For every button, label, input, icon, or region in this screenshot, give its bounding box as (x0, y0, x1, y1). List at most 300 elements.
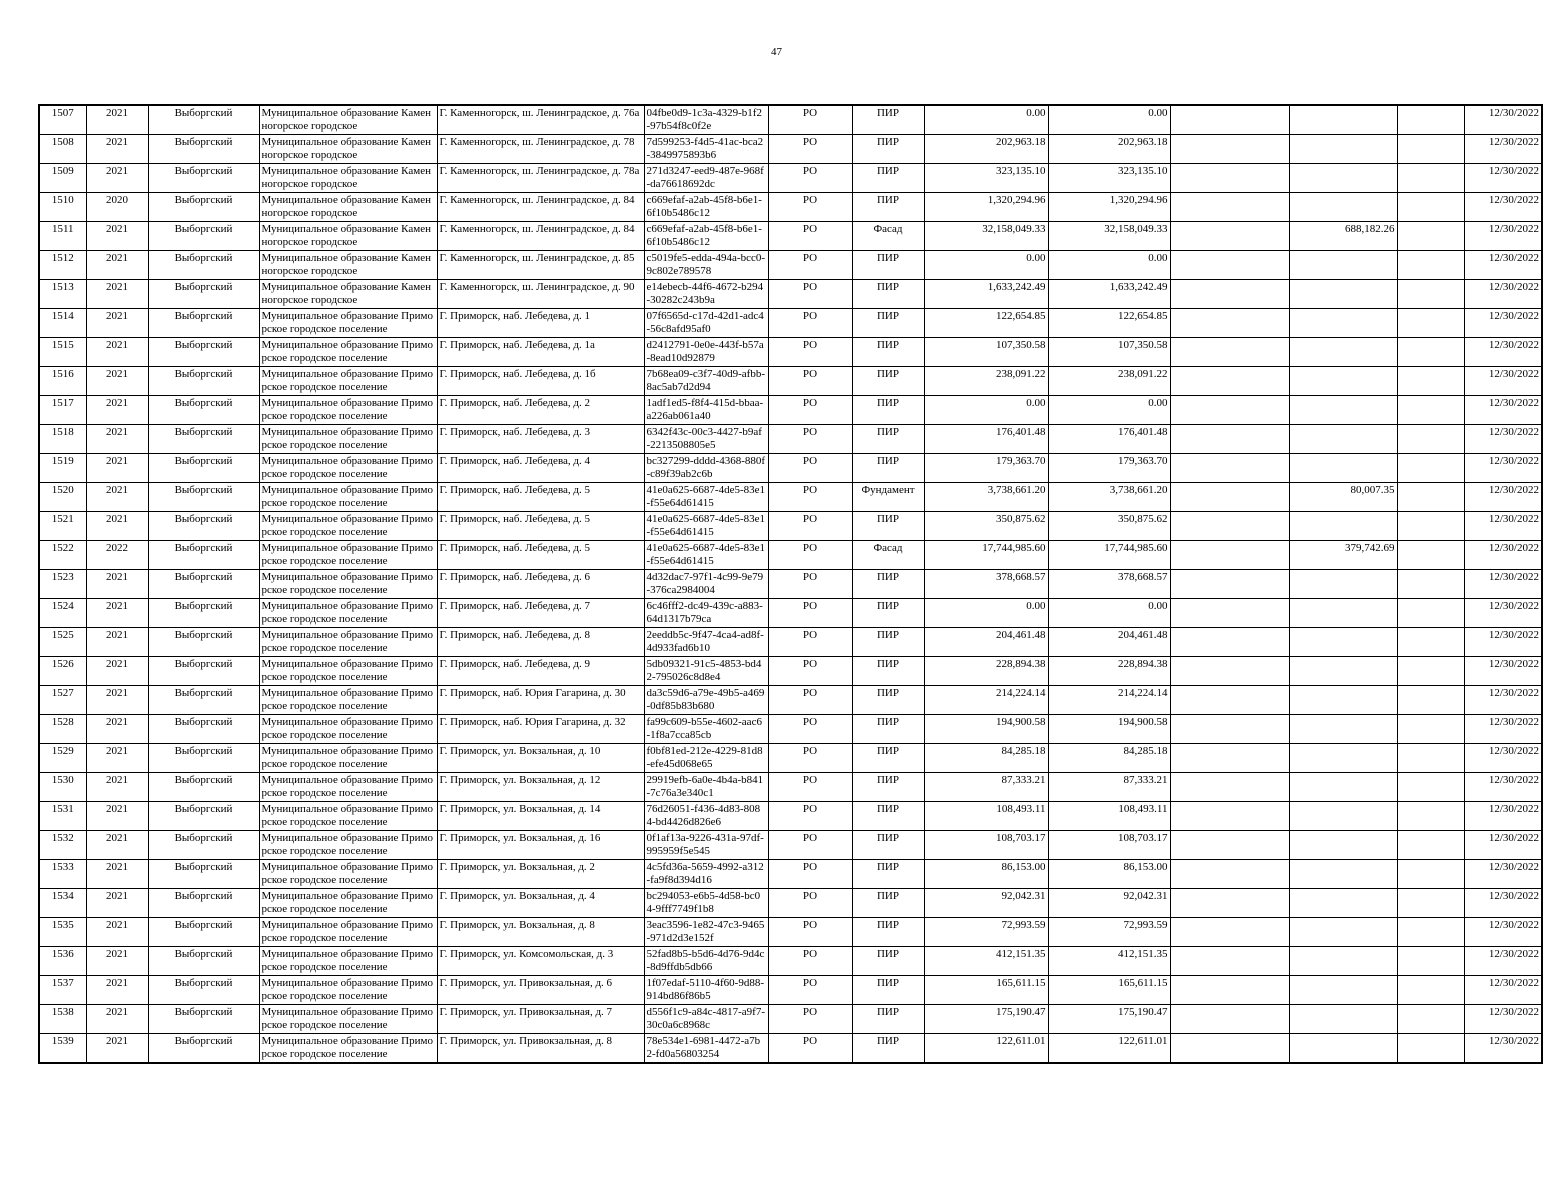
row-number-cell: 1514 (39, 309, 86, 338)
date-cell: 12/30/2022 (1464, 105, 1542, 135)
work-type-cell: ПИР (852, 425, 924, 454)
extra-amount-cell (1170, 309, 1289, 338)
amount-cell: 202,963.18 (924, 135, 1048, 164)
municipality-cell: Муниципальное образование Каменногорское городское (259, 251, 437, 280)
address-cell: Г. Приморск, наб. Лебедева, д. 5 (437, 541, 644, 570)
extra-amount-cell (1170, 744, 1289, 773)
control-amount-cell (1289, 193, 1397, 222)
extra-amount-cell (1170, 454, 1289, 483)
amount-total-cell: 165,611.15 (1048, 976, 1170, 1005)
municipality-cell: Муниципальное образование Каменногорское городское (259, 164, 437, 193)
blank-cell (1397, 512, 1464, 541)
municipality-cell: Муниципальное образование Приморское городское поселение (259, 425, 437, 454)
extra-amount-cell (1170, 802, 1289, 831)
amount-cell: 86,153.00 (924, 860, 1048, 889)
address-cell: Г. Приморск, ул. Вокзальная, д. 10 (437, 744, 644, 773)
amount-cell: 122,611.01 (924, 1034, 1048, 1064)
year-cell: 2021 (86, 135, 148, 164)
district-cell: Выборгский (148, 918, 259, 947)
house-uid-cell: 1f07edaf-5110-4f60-9d88-914bd86f86b5 (644, 976, 768, 1005)
row-number-cell: 1539 (39, 1034, 86, 1064)
address-cell: Г. Приморск, наб. Юрия Гагарина, д. 32 (437, 715, 644, 744)
district-cell: Выборгский (148, 309, 259, 338)
control-amount-cell (1289, 947, 1397, 976)
row-number-cell: 1519 (39, 454, 86, 483)
address-cell: Г. Приморск, наб. Лебедева, д. 5 (437, 483, 644, 512)
municipality-cell: Муниципальное образование Приморское городское поселение (259, 860, 437, 889)
amount-total-cell: 107,350.58 (1048, 338, 1170, 367)
date-cell: 12/30/2022 (1464, 889, 1542, 918)
amount-total-cell: 72,993.59 (1048, 918, 1170, 947)
amount-total-cell: 202,963.18 (1048, 135, 1170, 164)
municipality-cell: Муниципальное образование Приморское городское поселение (259, 628, 437, 657)
table-row (39, 657, 1542, 686)
work-type-cell: ПИР (852, 367, 924, 396)
row-number-cell: 1532 (39, 831, 86, 860)
district-cell: Выборгский (148, 280, 259, 309)
house-uid-cell: 6c46fff2-dc49-439c-a883-64d1317b79ca (644, 599, 768, 628)
blank-cell (1397, 251, 1464, 280)
amount-total-cell: 3,738,661.20 (1048, 483, 1170, 512)
work-type-cell: ПИР (852, 744, 924, 773)
blank-cell (1397, 367, 1464, 396)
extra-amount-cell (1170, 628, 1289, 657)
address-cell: Г. Приморск, наб. Лебедева, д. 3 (437, 425, 644, 454)
row-number-cell: 1526 (39, 657, 86, 686)
date-cell: 12/30/2022 (1464, 454, 1542, 483)
address-cell: Г. Приморск, наб. Лебедева, д. 7 (437, 599, 644, 628)
table-row (39, 599, 1542, 628)
address-cell: Г. Каменногорск, ш. Ленинградское, д. 90 (437, 280, 644, 309)
municipality-cell: Муниципальное образование Приморское городское поселение (259, 309, 437, 338)
year-cell: 2021 (86, 918, 148, 947)
control-amount-cell (1289, 425, 1397, 454)
operator-cell: РО (768, 512, 852, 541)
blank-cell (1397, 280, 1464, 309)
table-row (39, 1034, 1542, 1064)
address-cell: Г. Приморск, ул. Привокзальная, д. 7 (437, 1005, 644, 1034)
control-amount-cell (1289, 570, 1397, 599)
year-cell: 2021 (86, 628, 148, 657)
municipality-cell: Муниципальное образование Приморское городское поселение (259, 918, 437, 947)
address-cell: Г. Приморск, наб. Лебедева, д. 4 (437, 454, 644, 483)
extra-amount-cell (1170, 889, 1289, 918)
blank-cell (1397, 802, 1464, 831)
municipality-cell: Муниципальное образование Приморское городское поселение (259, 831, 437, 860)
address-cell: Г. Приморск, ул. Вокзальная, д. 12 (437, 773, 644, 802)
table-row (39, 135, 1542, 164)
control-amount-cell (1289, 309, 1397, 338)
date-cell: 12/30/2022 (1464, 599, 1542, 628)
amount-total-cell: 1,633,242.49 (1048, 280, 1170, 309)
municipality-cell: Муниципальное образование Приморское городское поселение (259, 657, 437, 686)
date-cell: 12/30/2022 (1464, 222, 1542, 251)
municipality-cell: Муниципальное образование Приморское городское поселение (259, 686, 437, 715)
operator-cell: РО (768, 860, 852, 889)
municipality-cell: Муниципальное образование Приморское городское поселение (259, 744, 437, 773)
work-type-cell: ПИР (852, 164, 924, 193)
operator-cell: РО (768, 309, 852, 338)
operator-cell: РО (768, 193, 852, 222)
extra-amount-cell (1170, 105, 1289, 135)
row-number-cell: 1531 (39, 802, 86, 831)
amount-cell: 87,333.21 (924, 773, 1048, 802)
year-cell: 2021 (86, 715, 148, 744)
date-cell: 12/30/2022 (1464, 947, 1542, 976)
work-type-cell: ПИР (852, 512, 924, 541)
year-cell: 2021 (86, 309, 148, 338)
amount-cell: 108,493.11 (924, 802, 1048, 831)
amount-cell: 1,320,294.96 (924, 193, 1048, 222)
operator-cell: РО (768, 338, 852, 367)
work-type-cell: ПИР (852, 105, 924, 135)
year-cell: 2021 (86, 831, 148, 860)
address-cell: Г. Каменногорск, ш. Ленинградское, д. 76а (437, 105, 644, 135)
district-cell: Выборгский (148, 193, 259, 222)
municipality-cell: Муниципальное образование Приморское городское поселение (259, 396, 437, 425)
year-cell: 2021 (86, 280, 148, 309)
amount-cell: 1,633,242.49 (924, 280, 1048, 309)
district-cell: Выборгский (148, 105, 259, 135)
row-number-cell: 1527 (39, 686, 86, 715)
date-cell: 12/30/2022 (1464, 918, 1542, 947)
date-cell: 12/30/2022 (1464, 1005, 1542, 1034)
amount-cell: 3,738,661.20 (924, 483, 1048, 512)
blank-cell (1397, 947, 1464, 976)
municipality-cell: Муниципальное образование Каменногорское городское (259, 193, 437, 222)
work-type-cell: ПИР (852, 1005, 924, 1034)
date-cell: 12/30/2022 (1464, 831, 1542, 860)
address-cell: Г. Приморск, ул. Привокзальная, д. 8 (437, 1034, 644, 1064)
amount-total-cell: 176,401.48 (1048, 425, 1170, 454)
table-row (39, 831, 1542, 860)
amount-cell: 194,900.58 (924, 715, 1048, 744)
address-cell: Г. Приморск, наб. Лебедева, д. 6 (437, 570, 644, 599)
extra-amount-cell (1170, 860, 1289, 889)
row-number-cell: 1536 (39, 947, 86, 976)
work-type-cell: ПИР (852, 628, 924, 657)
date-cell: 12/30/2022 (1464, 860, 1542, 889)
district-cell: Выборгский (148, 338, 259, 367)
operator-cell: РО (768, 367, 852, 396)
control-amount-cell (1289, 860, 1397, 889)
amount-total-cell: 92,042.31 (1048, 889, 1170, 918)
blank-cell (1397, 338, 1464, 367)
amount-total-cell: 0.00 (1048, 251, 1170, 280)
municipality-cell: Муниципальное образование Каменногорское городское (259, 105, 437, 135)
municipality-cell: Муниципальное образование Приморское городское поселение (259, 1005, 437, 1034)
amount-total-cell: 87,333.21 (1048, 773, 1170, 802)
table-row (39, 338, 1542, 367)
row-number-cell: 1513 (39, 280, 86, 309)
work-type-cell: ПИР (852, 802, 924, 831)
amount-cell: 32,158,049.33 (924, 222, 1048, 251)
amount-cell: 72,993.59 (924, 918, 1048, 947)
control-amount-cell (1289, 338, 1397, 367)
district-cell: Выборгский (148, 976, 259, 1005)
blank-cell (1397, 918, 1464, 947)
row-number-cell: 1523 (39, 570, 86, 599)
year-cell: 2021 (86, 251, 148, 280)
table-row (39, 686, 1542, 715)
amount-cell: 228,894.38 (924, 657, 1048, 686)
amount-total-cell: 228,894.38 (1048, 657, 1170, 686)
table-row (39, 1005, 1542, 1034)
table-row (39, 280, 1542, 309)
extra-amount-cell (1170, 396, 1289, 425)
municipality-cell: Муниципальное образование Приморское городское поселение (259, 512, 437, 541)
extra-amount-cell (1170, 512, 1289, 541)
extra-amount-cell (1170, 947, 1289, 976)
blank-cell (1397, 1005, 1464, 1034)
year-cell: 2021 (86, 599, 148, 628)
extra-amount-cell (1170, 918, 1289, 947)
blank-cell (1397, 541, 1464, 570)
year-cell: 2021 (86, 686, 148, 715)
control-amount-cell (1289, 599, 1397, 628)
registry-table (38, 104, 1543, 1064)
blank-cell (1397, 831, 1464, 860)
municipality-cell: Муниципальное образование Приморское городское поселение (259, 773, 437, 802)
extra-amount-cell (1170, 338, 1289, 367)
amount-total-cell: 214,224.14 (1048, 686, 1170, 715)
date-cell: 12/30/2022 (1464, 541, 1542, 570)
house-uid-cell: 6342f43c-00c3-4427-b9af-2213508805e5 (644, 425, 768, 454)
blank-cell (1397, 105, 1464, 135)
blank-cell (1397, 222, 1464, 251)
table-row (39, 309, 1542, 338)
amount-cell: 204,461.48 (924, 628, 1048, 657)
date-cell: 12/30/2022 (1464, 512, 1542, 541)
table-body (39, 105, 1542, 1063)
district-cell: Выборгский (148, 1005, 259, 1034)
amount-cell: 0.00 (924, 105, 1048, 135)
date-cell: 12/30/2022 (1464, 280, 1542, 309)
house-uid-cell: 5db09321-91c5-4853-bd42-795026c8d8e4 (644, 657, 768, 686)
year-cell: 2021 (86, 396, 148, 425)
house-uid-cell: 4d32dac7-97f1-4c99-9e79-376ca2984004 (644, 570, 768, 599)
extra-amount-cell (1170, 280, 1289, 309)
work-type-cell: ПИР (852, 976, 924, 1005)
year-cell: 2021 (86, 802, 148, 831)
table-row (39, 193, 1542, 222)
date-cell: 12/30/2022 (1464, 802, 1542, 831)
date-cell: 12/30/2022 (1464, 164, 1542, 193)
blank-cell (1397, 744, 1464, 773)
date-cell: 12/30/2022 (1464, 483, 1542, 512)
address-cell: Г. Каменногорск, ш. Ленинградское, д. 84 (437, 193, 644, 222)
row-number-cell: 1507 (39, 105, 86, 135)
date-cell: 12/30/2022 (1464, 715, 1542, 744)
house-uid-cell: 271d3247-eed9-487e-968f-da76618692dc (644, 164, 768, 193)
house-uid-cell: e14ebecb-44f6-4672-b294-30282c243b9a (644, 280, 768, 309)
amount-cell: 378,668.57 (924, 570, 1048, 599)
district-cell: Выборгский (148, 570, 259, 599)
row-number-cell: 1520 (39, 483, 86, 512)
control-amount-cell (1289, 164, 1397, 193)
amount-cell: 412,151.35 (924, 947, 1048, 976)
municipality-cell: Муниципальное образование Приморское городское поселение (259, 889, 437, 918)
date-cell: 12/30/2022 (1464, 396, 1542, 425)
amount-cell: 214,224.14 (924, 686, 1048, 715)
row-number-cell: 1537 (39, 976, 86, 1005)
control-amount-cell (1289, 1005, 1397, 1034)
control-amount-cell (1289, 802, 1397, 831)
amount-total-cell: 323,135.10 (1048, 164, 1170, 193)
operator-cell: РО (768, 570, 852, 599)
table-row (39, 425, 1542, 454)
work-type-cell: ПИР (852, 338, 924, 367)
year-cell: 2021 (86, 1034, 148, 1064)
control-amount-cell: 80,007.35 (1289, 483, 1397, 512)
amount-total-cell: 122,611.01 (1048, 1034, 1170, 1064)
district-cell: Выборгский (148, 831, 259, 860)
year-cell: 2021 (86, 105, 148, 135)
blank-cell (1397, 483, 1464, 512)
work-type-cell: ПИР (852, 309, 924, 338)
operator-cell: РО (768, 425, 852, 454)
control-amount-cell (1289, 454, 1397, 483)
operator-cell: РО (768, 396, 852, 425)
date-cell: 12/30/2022 (1464, 135, 1542, 164)
address-cell: Г. Приморск, наб. Юрия Гагарина, д. 30 (437, 686, 644, 715)
row-number-cell: 1538 (39, 1005, 86, 1034)
district-cell: Выборгский (148, 947, 259, 976)
table-row (39, 541, 1542, 570)
district-cell: Выборгский (148, 251, 259, 280)
control-amount-cell (1289, 105, 1397, 135)
work-type-cell: ПИР (852, 773, 924, 802)
row-number-cell: 1528 (39, 715, 86, 744)
page-number: 47 (771, 46, 782, 58)
amount-total-cell: 108,703.17 (1048, 831, 1170, 860)
extra-amount-cell (1170, 657, 1289, 686)
operator-cell: РО (768, 918, 852, 947)
blank-cell (1397, 425, 1464, 454)
address-cell: Г. Приморск, наб. Лебедева, д. 1а (437, 338, 644, 367)
municipality-cell: Муниципальное образование Приморское городское поселение (259, 715, 437, 744)
year-cell: 2021 (86, 338, 148, 367)
amount-total-cell: 238,091.22 (1048, 367, 1170, 396)
date-cell: 12/30/2022 (1464, 367, 1542, 396)
amount-cell: 107,350.58 (924, 338, 1048, 367)
year-cell: 2021 (86, 947, 148, 976)
house-uid-cell: 52fad8b5-b5d6-4d76-9d4c-8d9ffdb5db66 (644, 947, 768, 976)
control-amount-cell (1289, 744, 1397, 773)
amount-cell: 17,744,985.60 (924, 541, 1048, 570)
extra-amount-cell (1170, 831, 1289, 860)
work-type-cell: ПИР (852, 686, 924, 715)
row-number-cell: 1522 (39, 541, 86, 570)
date-cell: 12/30/2022 (1464, 1034, 1542, 1064)
amount-cell: 175,190.47 (924, 1005, 1048, 1034)
table-row (39, 251, 1542, 280)
row-number-cell: 1521 (39, 512, 86, 541)
house-uid-cell: 7b68ea09-c3f7-40d9-afbb-8ac5ab7d2d94 (644, 367, 768, 396)
operator-cell: РО (768, 802, 852, 831)
district-cell: Выборгский (148, 483, 259, 512)
house-uid-cell: 7d599253-f4d5-41ac-bca2-3849975893b6 (644, 135, 768, 164)
amount-cell: 0.00 (924, 396, 1048, 425)
row-number-cell: 1516 (39, 367, 86, 396)
house-uid-cell: bc294053-e6b5-4d58-bc04-9fff7749f1b8 (644, 889, 768, 918)
row-number-cell: 1508 (39, 135, 86, 164)
amount-total-cell: 412,151.35 (1048, 947, 1170, 976)
row-number-cell: 1534 (39, 889, 86, 918)
blank-cell (1397, 628, 1464, 657)
municipality-cell: Муниципальное образование Приморское городское поселение (259, 599, 437, 628)
amount-cell: 108,703.17 (924, 831, 1048, 860)
extra-amount-cell (1170, 599, 1289, 628)
extra-amount-cell (1170, 773, 1289, 802)
work-type-cell: ПИР (852, 396, 924, 425)
extra-amount-cell (1170, 483, 1289, 512)
amount-cell: 176,401.48 (924, 425, 1048, 454)
address-cell: Г. Приморск, ул. Вокзальная, д. 8 (437, 918, 644, 947)
date-cell: 12/30/2022 (1464, 309, 1542, 338)
blank-cell (1397, 135, 1464, 164)
district-cell: Выборгский (148, 744, 259, 773)
amount-total-cell: 194,900.58 (1048, 715, 1170, 744)
year-cell: 2022 (86, 541, 148, 570)
district-cell: Выборгский (148, 1034, 259, 1064)
extra-amount-cell (1170, 135, 1289, 164)
blank-cell (1397, 657, 1464, 686)
blank-cell (1397, 976, 1464, 1005)
work-type-cell: ПИР (852, 889, 924, 918)
municipality-cell: Муниципальное образование Приморское городское поселение (259, 570, 437, 599)
district-cell: Выборгский (148, 164, 259, 193)
extra-amount-cell (1170, 367, 1289, 396)
operator-cell: РО (768, 280, 852, 309)
work-type-cell: ПИР (852, 570, 924, 599)
district-cell: Выборгский (148, 599, 259, 628)
control-amount-cell (1289, 396, 1397, 425)
row-number-cell: 1529 (39, 744, 86, 773)
blank-cell (1397, 396, 1464, 425)
amount-cell: 165,611.15 (924, 976, 1048, 1005)
district-cell: Выборгский (148, 454, 259, 483)
work-type-cell: Фасад (852, 222, 924, 251)
control-amount-cell (1289, 918, 1397, 947)
control-amount-cell (1289, 889, 1397, 918)
date-cell: 12/30/2022 (1464, 628, 1542, 657)
operator-cell: РО (768, 222, 852, 251)
amount-total-cell: 84,285.18 (1048, 744, 1170, 773)
date-cell: 12/30/2022 (1464, 657, 1542, 686)
address-cell: Г. Приморск, ул. Комсомольская, д. 3 (437, 947, 644, 976)
year-cell: 2021 (86, 425, 148, 454)
control-amount-cell (1289, 831, 1397, 860)
operator-cell: РО (768, 715, 852, 744)
row-number-cell: 1511 (39, 222, 86, 251)
district-cell: Выборгский (148, 135, 259, 164)
municipality-cell: Муниципальное образование Приморское городское поселение (259, 976, 437, 1005)
row-number-cell: 1530 (39, 773, 86, 802)
work-type-cell: ПИР (852, 135, 924, 164)
extra-amount-cell (1170, 976, 1289, 1005)
operator-cell: РО (768, 628, 852, 657)
table-row (39, 976, 1542, 1005)
amount-cell: 238,091.22 (924, 367, 1048, 396)
year-cell: 2021 (86, 860, 148, 889)
address-cell: Г. Приморск, наб. Лебедева, д. 1б (437, 367, 644, 396)
district-cell: Выборгский (148, 541, 259, 570)
blank-cell (1397, 773, 1464, 802)
house-uid-cell: 0f1af13a-9226-431a-97df-995959f5e545 (644, 831, 768, 860)
blank-cell (1397, 193, 1464, 222)
house-uid-cell: d2412791-0e0e-443f-b57a-8ead10d92879 (644, 338, 768, 367)
